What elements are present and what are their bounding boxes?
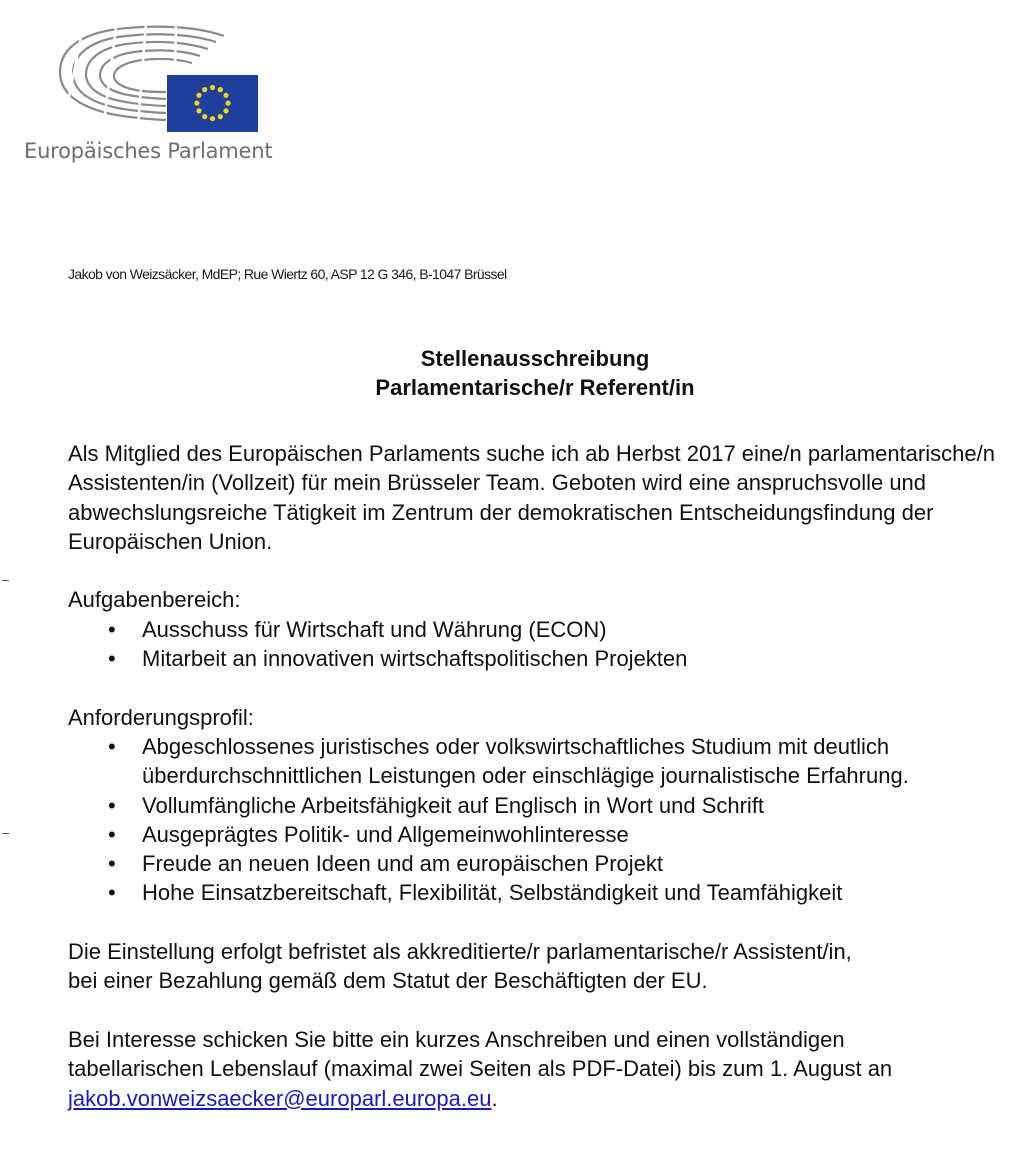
bullet-icon: •: [108, 616, 116, 642]
intro-paragraph: Als Mitglied des Europäischen Parlaments suche ich ab Herbst 2017 eine/n parlamentarische/n Assistenten/in (Vollzeit) für mein Brüsseler Team. Geboten wird eine anspruchsvolle und abwechslungsreiche Tätigkeit im Zentrum der demokratischen Entscheidungsfindung der Europäischen Union.: [68, 441, 995, 554]
application-line-3: [68, 1084, 1003, 1113]
tasks-heading: Aufgabenbereich:: [68, 587, 241, 613]
email-link[interactable]: jakob.vonweizsaecker@europarl.europa.eu: [68, 1085, 492, 1111]
application-line-2: tabellarischen Lebenslauf (maximal zwei Seiten als PDF-Datei) bis zum 1. August an: [68, 1056, 893, 1082]
european-parliament-logo: [22, 18, 272, 168]
sentence-end: .: [491, 1085, 498, 1111]
bullet-icon: •: [108, 880, 116, 906]
list-item: • Hohe Einsatzbereitschaft, Flexibilität, Selbständigkeit und Teamfähigkeit: [68, 878, 1003, 907]
employment-line-2: bei einer Bezahlung gemäß dem Statut der Beschäftigten der EU.: [68, 968, 708, 994]
document-title: Stellenausschreibung: [420, 346, 650, 371]
document-subtitle: Parlamentarische/r Referent/in: [375, 375, 695, 400]
employment-line-1: Die Einstellung erfolgt befristet als akkreditierte/r parlamentarische/r Assistent/in,: [68, 939, 852, 965]
list-item: • Ausgeprägtes Politik- und Allgemeinwohlinteresse: [68, 820, 1003, 849]
margin-mark: [2, 580, 9, 581]
sender-address: Jakob von Weizsäcker, MdEP; Rue Wiertz 60, ASP 12 G 346, B-1047 Brüssel: [68, 266, 507, 282]
bullet-icon: •: [108, 733, 116, 759]
list-item: • Abgeschlossenes juristisches oder volkswirtschaftliches Studium mit deutlich überdurchschnittlichen Leistungen oder einschlägige journalistische Erfahrung.: [108, 733, 909, 789]
requirements-heading: Anforderungsprofil:: [68, 704, 254, 730]
requirements-list: [68, 732, 1003, 908]
list-item: • Vollumfängliche Arbeitsfähigkeit auf Englisch in Wort und Schrift: [68, 791, 1003, 820]
bullet-icon: •: [108, 646, 116, 672]
logo-text: Europäisches Parlament: [24, 139, 273, 163]
tasks-list: [68, 615, 1003, 674]
margin-mark: [2, 833, 9, 834]
document-body: [68, 439, 1003, 1113]
bullet-icon: •: [108, 851, 116, 877]
list-item: • Mitarbeit an innovativen wirtschaftspolitischen Projekten: [68, 644, 1003, 673]
eu-flag-icon: [167, 75, 258, 132]
bullet-icon: •: [108, 821, 116, 847]
list-item: • Ausschuss für Wirtschaft und Währung (ECON): [68, 615, 1003, 644]
parliament-hemicycle-icon: [56, 22, 261, 132]
application-line-1: Bei Interesse schicken Sie bitte ein kurzes Anschreiben und einen vollständigen: [68, 1026, 845, 1052]
list-item: • Freude an neuen Ideen und am europäischen Projekt: [68, 849, 1003, 878]
bullet-icon: •: [108, 792, 116, 818]
